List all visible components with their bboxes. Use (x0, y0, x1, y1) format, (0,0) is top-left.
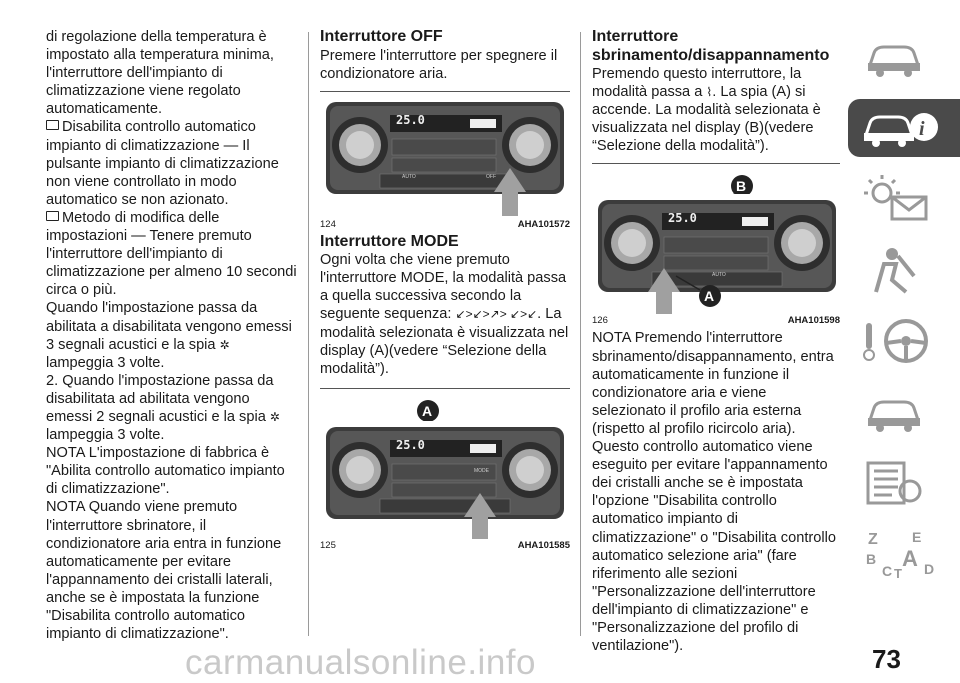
svg-text:E: E (912, 529, 922, 545)
svg-text:25.0: 25.0 (396, 112, 425, 127)
svg-text:A: A (422, 402, 433, 419)
column-1 (46, 28, 298, 643)
column-divider (308, 32, 309, 636)
svg-text:AUTO: AUTO (402, 173, 416, 180)
ac-indicator-icon: ✲ (219, 337, 230, 352)
paragraph-off-switch: Premere l'interruttore per spegnere il condizionatore aria. (320, 47, 558, 82)
tab-service[interactable] (848, 383, 960, 441)
paragraph-mode-switch: Ogni volta che viene premuto l'interruttore MODE, la modalità passa a quella successiva secondo la seguente sequenza: ↙>↙>↗> ↙>↙. La modalità selezionata è visualizzata nel display (A)(vedere “Selezione della modalità”). (320, 252, 569, 377)
paragraph-change-method: Metodo di modifica delle impostazioni — Tenere premuto l'interruttore dell'impianto di climatizzazione per almeno 10 secondi circa o più. (46, 209, 297, 299)
note-factory-setting: NOTA L'impostazione di fabbrica è "Abilita controllo automatico impianto di climatizzazione". (46, 445, 285, 498)
svg-text:B: B (736, 178, 747, 195)
svg-text:A: A (704, 288, 715, 305)
figure-caption-126: 126 AHA101598 (592, 315, 840, 327)
paragraph-intro: di regolazione della temperatura è impostato alla temperatura minima, l'interruttore dell'impianto di climatizzazione viene regolato automaticamente. (46, 29, 274, 118)
svg-text:25.0: 25.0 (668, 211, 697, 226)
column-divider (580, 32, 581, 636)
car-service-icon (862, 390, 926, 434)
svg-text:OFF: OFF (486, 173, 496, 180)
tab-driving[interactable] (848, 312, 960, 370)
tab-car-info[interactable] (848, 99, 960, 157)
ac-indicator-icon: ✲ (269, 409, 280, 424)
warning-lights-icon (862, 175, 932, 223)
heading-defrost-switch: Interruttore sbrinamento/disappannamento (592, 28, 830, 64)
figure-caption-124: 124 AHA101572 (320, 218, 570, 230)
heading-mode-switch: Interruttore MODE (320, 232, 459, 250)
column-2 (320, 28, 570, 554)
svg-text:D: D (924, 561, 935, 577)
square-bullet-icon (46, 120, 59, 130)
svg-text:AUTO: AUTO (712, 272, 726, 279)
figure-126 (592, 163, 840, 314)
svg-text:i: i (919, 118, 925, 140)
tab-safety[interactable] (848, 241, 960, 299)
climate-panel-illustration (320, 389, 570, 539)
mode-sequence-icons: ↙>↙>↗> ↙>↙ (455, 307, 538, 322)
paragraph-disable-auto: Disabilita controllo automatico impianto di climatizzazione — Il pulsante impianto di climatizzazione non viene controllato in modo automatico se non azionato. (46, 119, 279, 208)
index-icon (862, 528, 942, 580)
paragraph-defrost-switch: Premendo questo interruttore, la modalità passa a ⌇. La spia (A) si accende. La modalità selezionata è visualizzata nel display (B)(vedere “Selezione della modalità”). (592, 66, 821, 155)
defrost-icon: ⌇ (706, 85, 713, 100)
steering-wheel-icon (862, 317, 932, 365)
figure-caption-125: 125 AHA101585 (320, 539, 570, 551)
car-icon (862, 35, 926, 79)
svg-text:A: A (902, 546, 918, 571)
figure-125 (320, 388, 570, 539)
tab-index[interactable] (848, 525, 960, 583)
car-info-icon (862, 105, 942, 151)
specifications-icon (862, 459, 926, 507)
paragraph-enabled-beeps: 2. Quando l'impostazione passa da disabilitata ad abilitata vengono emessi 2 segnali acustici e la spia ✲ lampeggia 3 volte. (46, 372, 280, 444)
svg-text:Z: Z (868, 531, 878, 548)
svg-text:MODE: MODE (474, 467, 489, 474)
svg-text:25.0: 25.0 (396, 437, 425, 452)
paragraph-disabled-beeps: Quando l'impostazione passa da abilitata a disabilitata vengono emessi 3 segnali acustici e la spia ✲ lampeggia 3 volte. (46, 300, 292, 371)
note-defrost: NOTA Premendo l'interruttore sbrinamento/disappannamento, entra automaticamente in funzione il condizionatore aria e viene selezionato il profilo aria esterna (rispetto al profilo ricircolo aria). Questo controllo automatico viene eseguito per evitare l'appannamento dei cristalli anche se è impostata l'opzione "Disabilita controllo automatico impianto di climatizzazione" o "Disabilita controllo automatico selezione aria" (fare riferimento alle sezioni "Personalizzazione dell'interruttore dell'impianto di climatizzazione" e "Personalizzazione del profilo di ventilazione"). (592, 330, 836, 655)
svg-text:C: C (882, 563, 893, 579)
climate-panel-illustration (592, 164, 840, 314)
heading-off-switch: Interruttore OFF (320, 28, 443, 45)
column-3 (592, 28, 840, 655)
watermark: carmanualsonline.info (185, 643, 536, 682)
svg-text:T: T (894, 566, 902, 580)
page-number: 73 (872, 644, 901, 674)
climate-panel-illustration (320, 92, 570, 218)
chapter-tabs (848, 28, 960, 596)
tab-warning-lights[interactable] (848, 170, 960, 228)
square-bullet-icon (46, 211, 59, 221)
svg-text:B: B (866, 551, 877, 567)
note-defroster: NOTA Quando viene premuto l'interruttore sbrinatore, il condizionatore aria entra in funzione automaticamente per evitare l'appannamento dei cristalli laterali, anche se è impostata la funzione "Disabilita controllo automatico impianto di climatizzazione". (46, 499, 282, 643)
tab-car[interactable] (848, 28, 960, 86)
figure-124 (320, 91, 570, 218)
tab-specifications[interactable] (848, 454, 960, 512)
airbag-icon (862, 246, 926, 294)
